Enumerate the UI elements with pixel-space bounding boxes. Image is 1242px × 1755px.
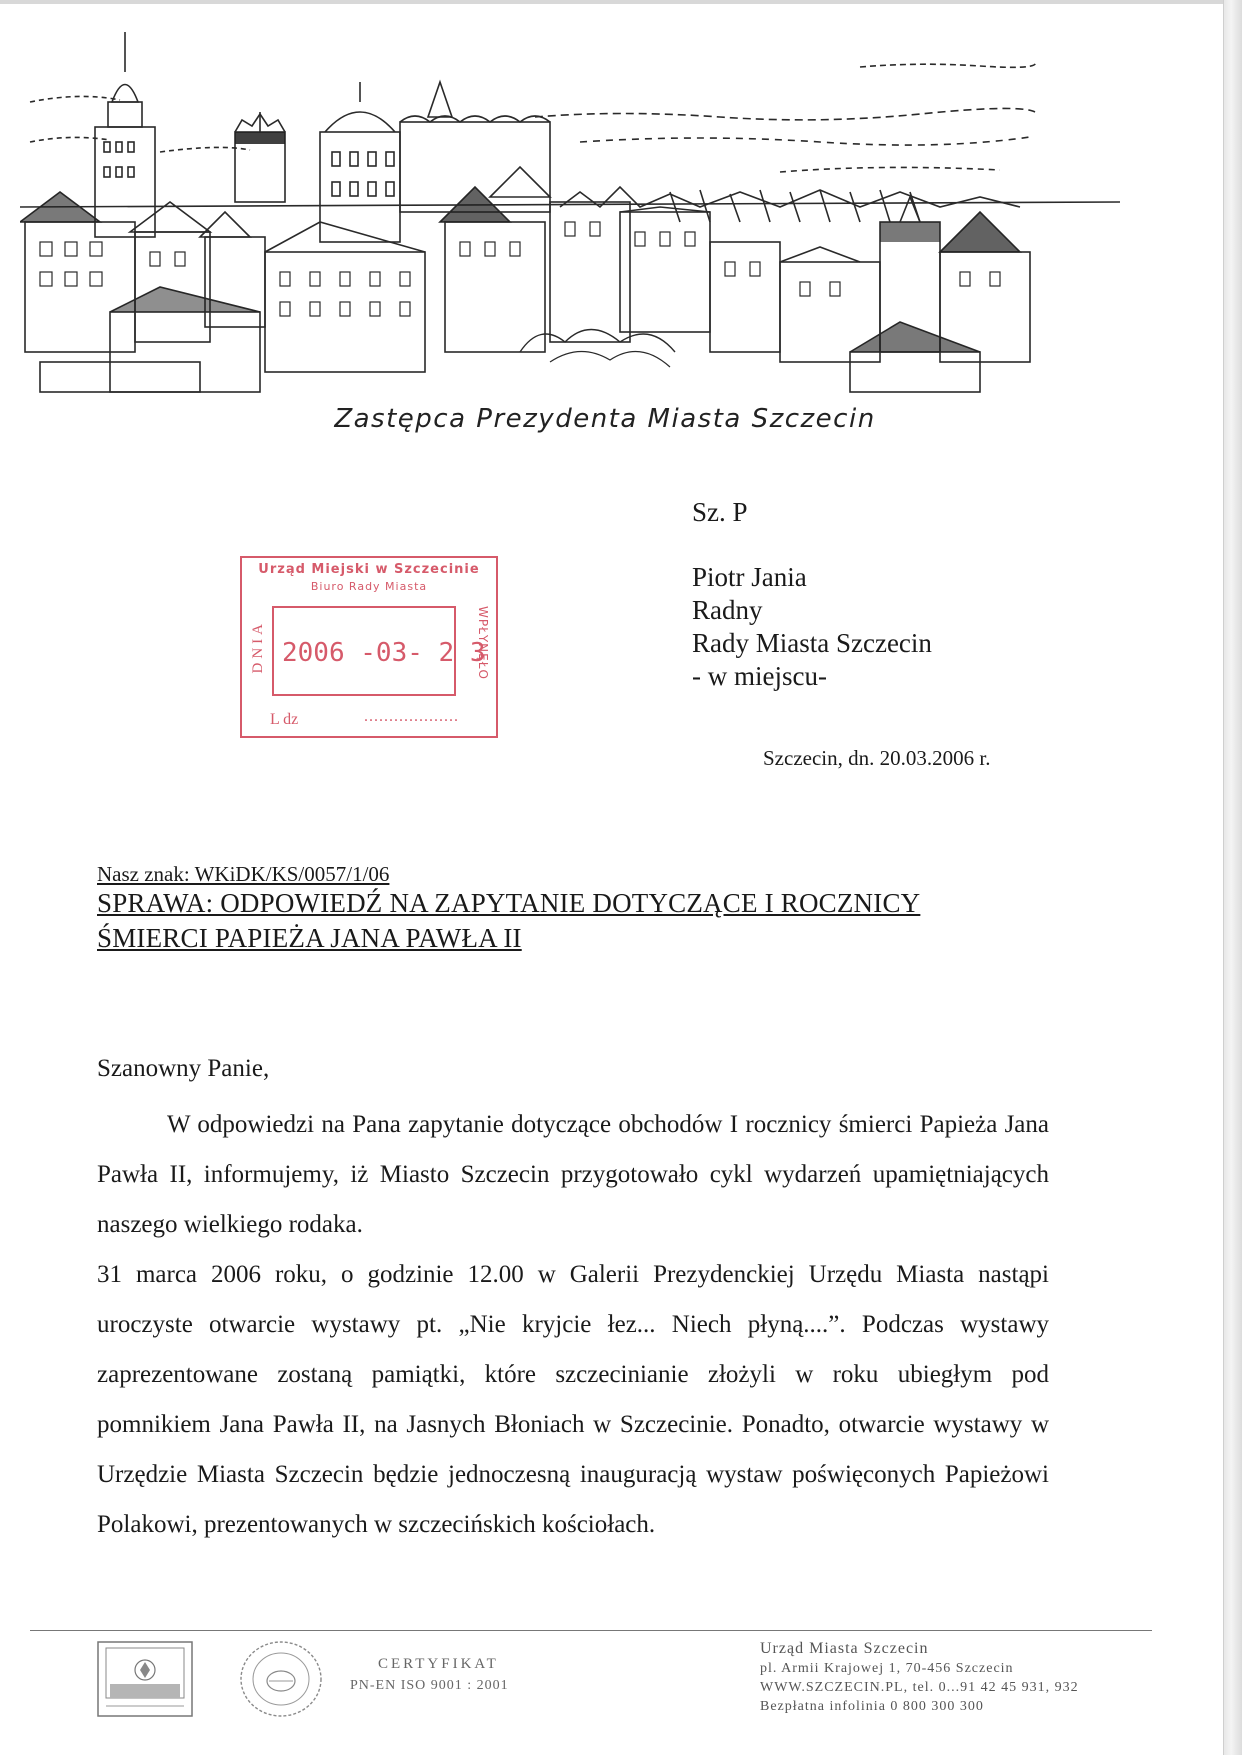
footer-divider [30,1630,1152,1631]
stamp-dots: ................... [364,708,459,725]
recipient-salutation: Sz. P [692,497,748,527]
paragraph-2: 31 marca 2006 roku, o godzinie 12.00 w Galerii Prezydenckiej Urzędu Miasta nastąpi uroczyste otwarcie wystawy pt. „Nie kryjcie łez... Niech płyną....”. Podczas wystawy zaprezentowane zostaną pamiątki, które szczecinianie złożyli w roku ubiegłym pod pomnikiem Jana Pawła II, na Jasnych Błoniach w Szczecinie. Ponadto, otwarcie wystawy w Urzędzie Miasta Szczecin będzie jednoczesną inauguracją wystaw poświęconych Papieżowi Polakowi, prezentowanych w szczecińskich kościołach. [97,1261,1049,1538]
subject-line-2: ŚMIERCI PAPIEŻA JANA PAWŁA II [97,923,522,953]
recipient-role: Radny [692,595,763,625]
page-edge-right [1223,0,1242,1755]
certification-seal-icon [236,1638,326,1720]
reference-number: Nasz znak: WKiDK/KS/0057/1/06 [97,862,390,886]
stamp-office: Urząd Miejski w Szczecinie [258,562,480,577]
letter-body [97,1100,1049,1550]
greeting: Szanowny Panie, [97,1055,270,1082]
letter-date: Szczecin, dn. 20.03.2006 r. [763,746,991,770]
page-edge-top [0,0,1242,4]
office-contact: WWW.SZCZECIN.PL, tel. 0...91 42 45 931, 932 [760,1680,1079,1695]
recipient-council: Rady Miasta Szczecin [692,628,932,658]
certificate-title: CERTYFIKAT [378,1656,499,1672]
recipient-name: Piotr Jania [692,562,807,592]
office-infoline: Bezpłatna infolinia 0 800 300 300 [760,1699,984,1714]
office-address: pl. Armii Krajowej 1, 70-456 Szczecin [760,1661,1014,1676]
szczecin-skyline-illustration [20,22,1160,402]
subject-line-1: SPRAWA: ODPOWIEDŹ NA ZAPYTANIE DOTYCZĄCE I ROCZNICY [97,888,921,918]
certificate-norm: PN-EN ISO 9001 : 2001 [350,1678,509,1693]
paragraph-1: W odpowiedzi na Pana zapytanie dotyczące obchodów I rocznicy śmierci Papieża Jana Pawła II, informujemy, iż Miasto Szczecin przygotowało cykl wydarzeń upamiętniających naszego wielkiego rodaka. [97,1111,1049,1238]
stamp-department: Biuro Rady Miasta [310,580,428,593]
stamp-date: 2006 -03- 2 3 [282,638,486,668]
letterhead-title: Zastępca Prezydenta Miasta Szczecin [334,404,876,434]
stamp-label-dnia: DNIA [250,620,266,674]
pcbc-certification-logo [96,1640,194,1718]
registry-stamp [240,556,498,738]
office-name: Urząd Miasta Szczecin [760,1640,929,1657]
stamp-ldz: L dz [270,711,299,728]
recipient-location: - w miejscu- [692,661,827,691]
stamp-label-received: WPŁYNĘŁO [476,606,490,680]
